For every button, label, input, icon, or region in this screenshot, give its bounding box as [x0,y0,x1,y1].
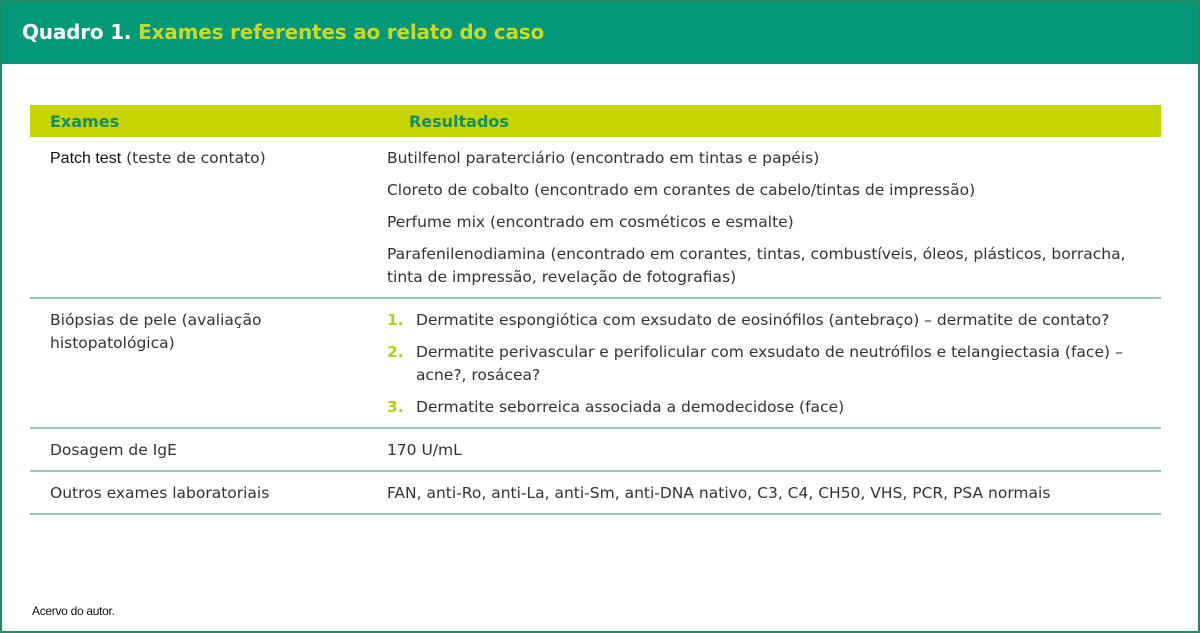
exam-results: 170 U/mL [384,428,1161,471]
list-item: 3. Dermatite seborreica associada a demodecidose (face) [386,398,845,416]
list-item: 2. Dermatite perivascular e perifolicular com exsudato de neutrófilos e telangiectasia (face) – acne?, rosácea? [386,343,1123,384]
result-line: Cloreto de cobalto (encontrado em corantes de cabelo/tintas de impressão) [386,181,976,199]
result-line: Parafenilenodiamina (encontrado em corantes, tintas, combustíveis, óleos, plásticos, borracha, tinta de impressão, revelação de fotografias) [386,245,1126,286]
figure-title: Quadro 1. Exames referentes ao relato do caso [22,20,545,44]
title-band [2,2,1198,64]
exam-results [384,298,1161,428]
column-header-resultados: Resultados [384,105,1161,137]
list-item: 1. Dermatite espongiótica com exsudato de eosinófilos (antebraço) – dermatite de contato? [386,311,1110,329]
exam-name: Outros exames laboratoriais [30,471,384,514]
exam-name: Dosagem de IgE [30,428,384,471]
table-row [30,298,1161,428]
numbered-list [387,309,1161,419]
table-row [30,471,1161,514]
table-row [30,137,1161,298]
result-line: Perfume mix (encontrado em cosméticos e esmalte) [386,213,794,231]
exam-results: FAN, anti-Ro, anti-La, anti-Sm, anti-DNA nativo, C3, C4, CH50, VHS, PCR, PSA normais [384,471,1161,514]
column-header-exames: Exames [30,105,384,137]
exams-table [30,105,1161,515]
exam-name: Patch test (teste de contato) [30,137,384,298]
source-note: Acervo do autor. [32,604,115,618]
table-header-row [30,105,1161,137]
table-row [30,428,1161,471]
exam-results [384,137,1161,298]
exam-name: Biópsias de pele (avaliação histopatológica) [30,298,384,428]
result-line: Butilfenol paraterciário (encontrado em tintas e papéis) [386,149,820,167]
